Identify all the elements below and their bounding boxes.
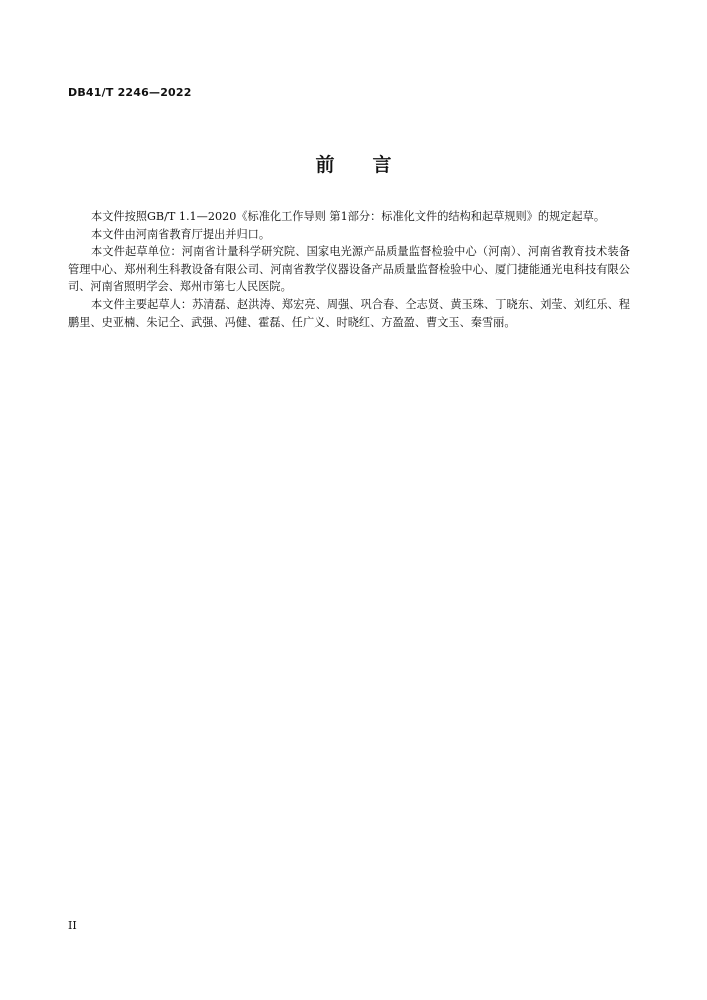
paragraph-drafters: 本文件主要起草人：苏清磊、赵洪涛、郑宏亮、周强、巩合春、仝志贤、黄玉珠、丁晓东、刘莹、刘红乐、程鹏里、史亚楠、朱记仝、武强、冯健、霍磊、任广义、时晓红、方盈盈、曹文玉、秦雪丽。 — [68, 297, 630, 329]
foreword-body — [68, 208, 630, 331]
paragraph-proposer: 本文件由河南省教育厅提出并归口。 — [91, 227, 271, 241]
paragraph-drafting-rules: 本文件按照GB/T 1.1—2020《标准化工作导则 第1部分：标准化文件的结构和起草规则》的规定起草。 — [91, 210, 606, 223]
standard-code: DB41/T 2246—2022 — [68, 86, 192, 99]
page-number: II — [68, 919, 77, 932]
paragraph-drafting-units: 本文件起草单位：河南省计量科学研究院、国家电光源产品质量监督检验中心（河南）、河南省教育技术装备管理中心、郑州利生科教设备有限公司、河南省教学仪器设备产品质量监督检验中心、厦门捷能通光电科技有限公司、河南省照明学会、郑州市第七人民医院。 — [68, 245, 630, 294]
page-title: 前 言 — [315, 154, 392, 176]
